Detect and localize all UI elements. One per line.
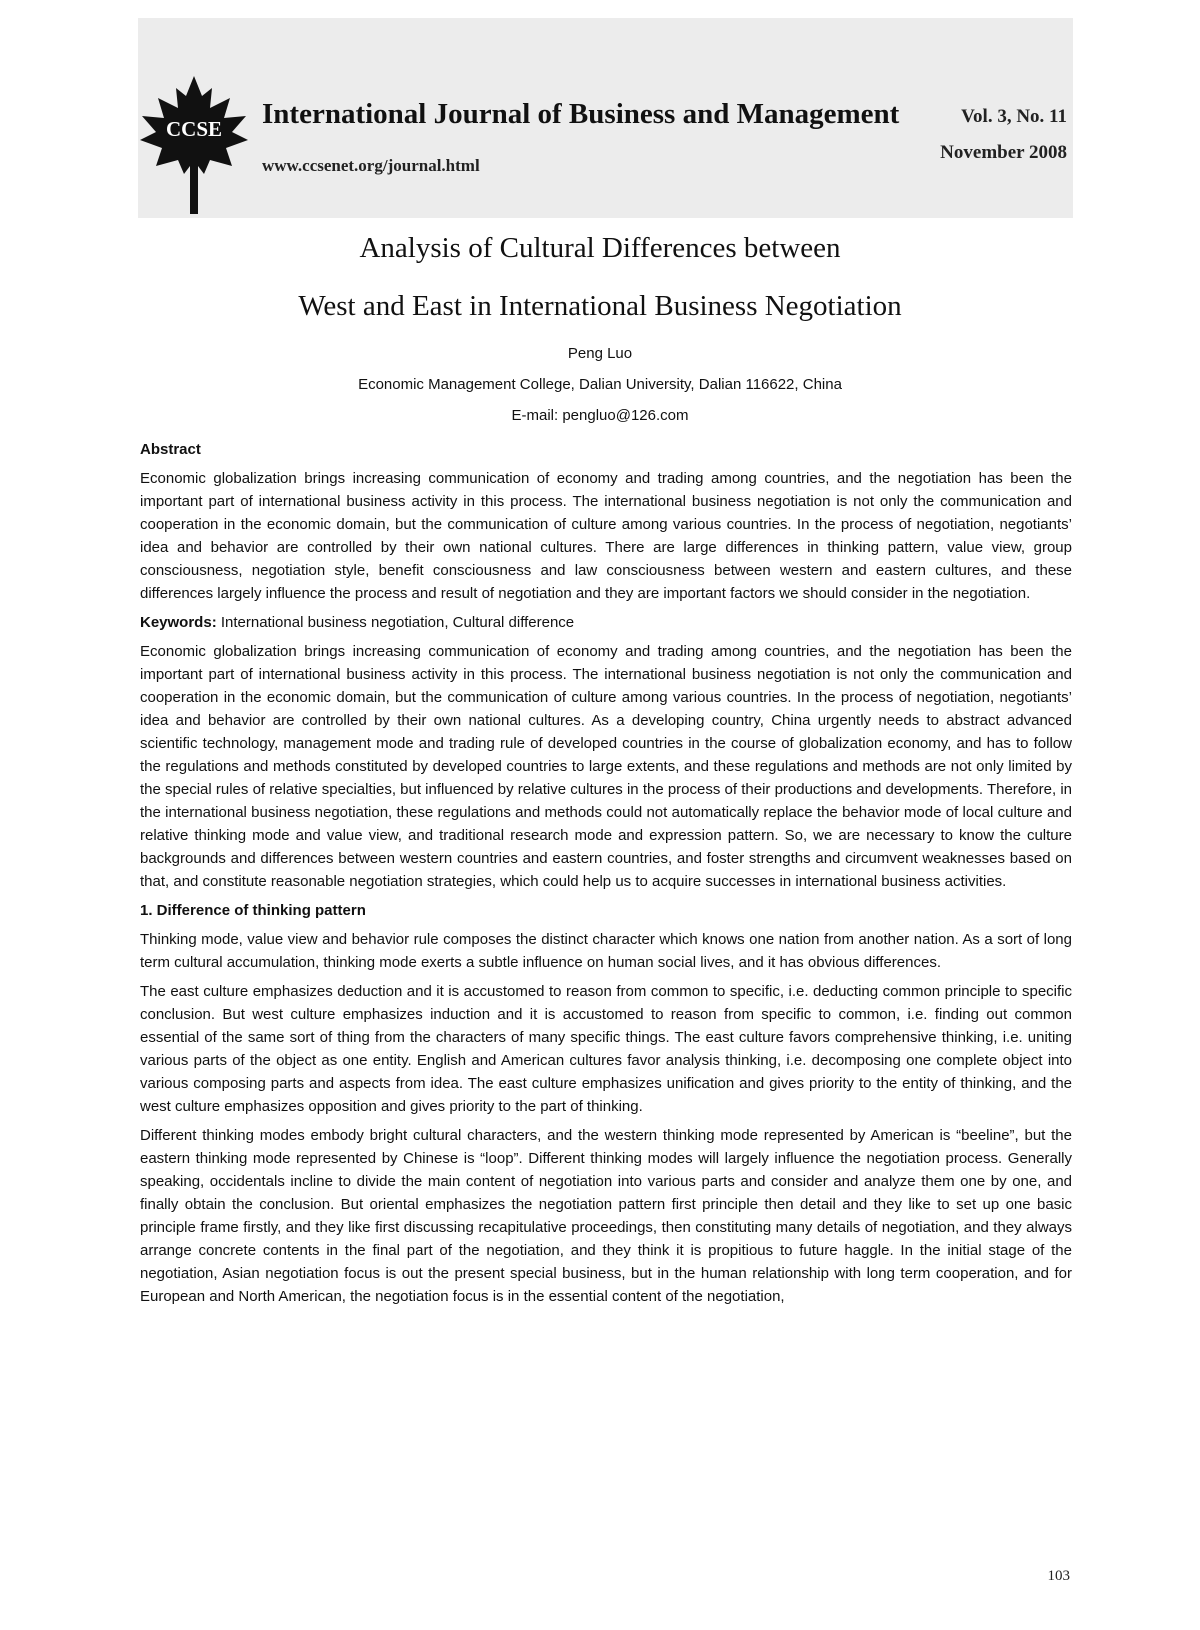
- section-paragraph: The east culture emphasizes deduction and it is accustomed to reason from common to specific, i.e. deducting common principle to specific conclusion. But west culture emphasizes induction and it is accustomed to reason from specific to common, i.e. finding out common essential of the same sort of thing from the characters of many specific things. The east culture favors comprehensive thinking, i.e. uniting various parts of the object as one entity. English and American cultures favor analysis thinking, i.e. decomposing one complete object into various composing parts and aspects from idea. The east culture emphasizes unification and gives priority to the entity of thinking, and the west culture emphasizes opposition and gives priority to the part of thinking.: [140, 983, 1072, 1115]
- journal-banner: [138, 18, 1073, 218]
- keywords-label: Keywords:: [140, 614, 217, 631]
- issue-date: November 2008: [940, 142, 1067, 163]
- paper-title-line2: West and East in International Business Negotiation: [298, 290, 902, 322]
- volume-issue: Vol. 3, No. 11: [961, 106, 1067, 127]
- abstract-heading: Abstract: [140, 441, 201, 458]
- section-heading: 1. Difference of thinking pattern: [140, 902, 366, 919]
- intro-paragraph: Economic globalization brings increasing communication of economy and trading among countries, and the negotiation has been the important part of international business activity in this process. The international business negotiation is not only the communication and cooperation in the economic domain, but the communication of culture among various countries. In the process of negotiation, negotiants’ idea and behavior are controlled by their own national cultures. As a developing country, China urgently needs to abstract advanced scientific technology, management mode and trading rule of developed countries in the course of globalization economy, and has to follow the regulations and methods constituted by developed countries to large extents, and these regulations and methods are not only limited by the special rules of relative specialties, but influenced by relative cultures in the process of their productions and developments. Therefore, in the international business negotiation, these regulations and methods could not automatically replace the behavior mode of local culture and relative thinking mode and value view, and traditional research mode and expression pattern. So, we are necessary to know the culture backgrounds and differences between western countries and eastern countries, and foster strengths and circumvent weaknesses based on that, and constitute reasonable negotiation strategies, which could help us to acquire successes in international business activities.: [140, 643, 1072, 890]
- section-paragraph: Different thinking modes embody bright cultural characters, and the western thinking mode represented by American is “beeline”, but the eastern thinking mode represented by Chinese is “loop”. Different thinking modes will largely influence the negotiation process. Generally speaking, occidentals incline to divide the main content of negotiation into various parts and consider and analyze them one by one, and finally obtain the conclusion. But oriental emphasizes the negotiation pattern first principle then detail and they like to set up one basic principle frame firstly, and they like first discussing recapitulative proceedings, then constituting many details of negotiation, and they always arrange concrete contents in the final part of the negotiation, and they think it is propitious to future haggle. In the initial stage of the negotiation, Asian negotiation focus is out the present special business, but in the human relationship with long term cooperation, and for European and North American, the negotiation focus is in the essential content of the negotiation,: [140, 1127, 1072, 1305]
- author-name: Peng Luo: [567, 345, 633, 362]
- keywords: [140, 611, 1072, 634]
- journal-url[interactable]: www.ccsenet.org/journal.html: [262, 156, 480, 175]
- paper-title-line1: Analysis of Cultural Differences between: [359, 232, 841, 264]
- article-body: [140, 438, 1072, 1314]
- maple-leaf-logo-icon: [138, 74, 250, 214]
- journal-title: International Journal of Business and Management: [262, 98, 900, 130]
- author-affiliation: Economic Management College, Dalian University, Dalian 116622, China: [358, 376, 842, 393]
- logo-text: CCSE: [165, 117, 223, 141]
- keywords-text: International business negotiation, Cultural difference: [216, 614, 575, 631]
- section-paragraph: Thinking mode, value view and behavior rule composes the distinct character which knows one nation from another nation. As a sort of long term cultural accumulation, thinking mode exerts a subtle influence on human social lives, and it has obvious differences.: [140, 931, 1072, 971]
- abstract-text: Economic globalization brings increasing communication of economy and trading among countries, and the negotiation has been the important part of international business activity in this process. The international business negotiation is not only the communication and cooperation in the economic domain, but the communication of culture among various countries. In the process of negotiation, negotiants’ idea and behavior are controlled by their own national cultures. There are large differences in thinking pattern, value view, group consciousness, negotiation style, benefit consciousness and law consciousness between western and eastern cultures, and these differences largely influence the process and result of negotiation and they are important factors we should consider in the negotiation.: [140, 470, 1072, 602]
- author-email[interactable]: E-mail: pengluo@126.com: [511, 407, 689, 424]
- page-number: 103: [1047, 1568, 1070, 1584]
